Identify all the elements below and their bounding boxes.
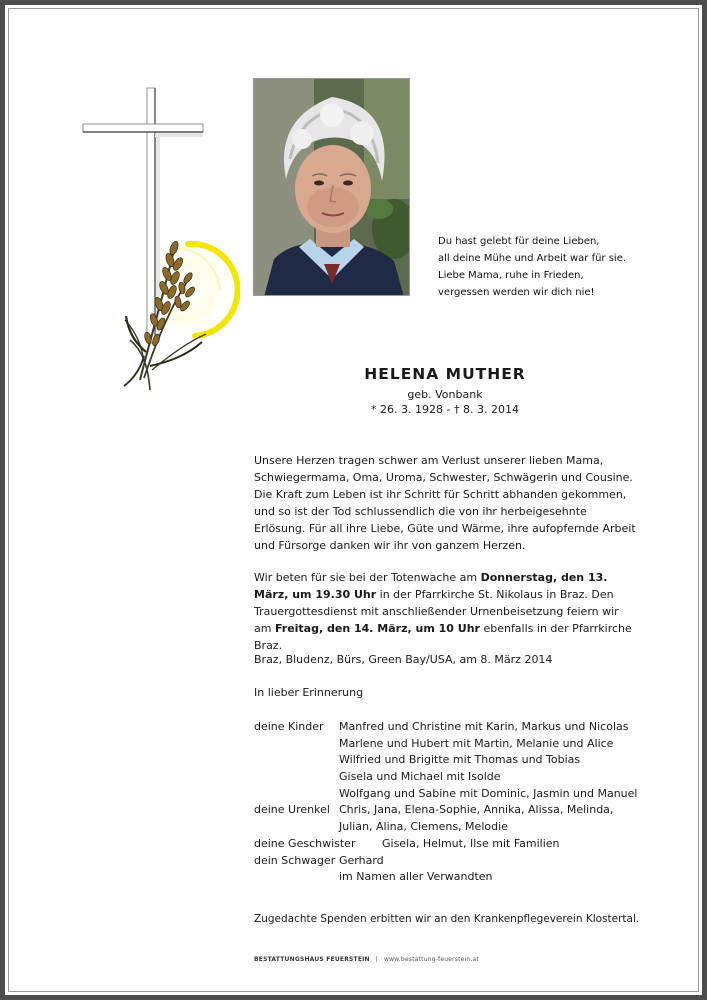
family-label: dein Schwager xyxy=(254,853,336,867)
service-paragraph xyxy=(254,569,639,654)
poem-line: Du hast gelebt für deine Lieben, xyxy=(438,236,600,247)
family-row xyxy=(254,802,654,819)
poem-line: vergessen werden wir dich nie! xyxy=(438,287,595,298)
family-row xyxy=(254,752,654,769)
life-dates: * 26. 3. 1928 - † 8. 3. 2014 xyxy=(371,403,519,416)
family-row xyxy=(254,819,654,836)
family-members: Wilfried und Brigitte mit Thomas und Tobias xyxy=(339,753,581,767)
poem-line: Liebe Mama, ruhe in Frieden, xyxy=(438,270,584,281)
family-row xyxy=(254,853,654,870)
family-members: Marlene und Hubert mit Martin, Melanie und Alice xyxy=(339,736,614,750)
family-list xyxy=(254,719,654,886)
maiden-name: geb. Vonbank xyxy=(407,388,483,401)
portrait-photo xyxy=(253,78,410,296)
family-members: Chris, Jana, Elena-Sophie, Annika, Alissa, Melinda, xyxy=(339,803,614,817)
cross-wheat-emblem xyxy=(70,80,240,400)
service-text: in der Pfarrkirche St. Nikolaus in Braz. Den Trauergottesdienst mit anschließender Urnenbeisetzung feiern wir am xyxy=(254,588,619,635)
family-row xyxy=(254,836,654,853)
deceased-name: HELENA MUTHER xyxy=(364,365,526,383)
family-members: Manfred und Christine mit Karin, Markus und Nicolas xyxy=(339,720,629,733)
family-label: deine Urenkel xyxy=(254,803,330,817)
family-members: Wolfgang und Sabine mit Dominic, Jasmin und Manuel xyxy=(339,786,638,800)
service-text: ebenfalls in der Pfarrkirche Braz. xyxy=(254,622,632,652)
family-members: Gerhard xyxy=(339,853,384,867)
in-memory-line: In lieber Erinnerung xyxy=(254,686,364,699)
message-paragraph: Unsere Herzen tragen schwer am Verlust unserer lieben Mama, Schwiegermama, Oma, Uroma, Schwester, Schwägerin und Cousine. Die Kraft zum Leben ist ihr Schritt für Schritt abhanden gekommen, und so ist der Tod schlussendlich die von ihr herbeigesehnte Erlösung. Für all ihre Liebe, Güte und Wärme, ihre aufopfernde Arbeit und Fürsorge danken wir ihr von ganzem Herzen. xyxy=(254,454,636,552)
place-date: Braz, Bludenz, Bürs, Green Bay/USA, am 8. März 2014 xyxy=(254,653,553,666)
family-label: deine Kinder xyxy=(254,720,324,733)
poem xyxy=(438,233,626,301)
family-members: Julian, Alina, Clemens, Melodie xyxy=(339,820,508,834)
family-row xyxy=(254,736,654,753)
funeral-home-url: www.bestattung-feuerstein.at xyxy=(384,956,479,963)
family-row xyxy=(254,769,654,786)
footer xyxy=(254,956,479,963)
service-text: Wir beten für sie bei der Totenwache am xyxy=(254,571,481,584)
footer-separator: | xyxy=(375,956,379,963)
family-members: Gisela, Helmut, Ilse mit Familien xyxy=(382,836,560,850)
wake-date: Donnerstag, den 13. März, um 19.30 Uhr xyxy=(254,571,608,601)
donation-note: Zugedachte Spenden erbitten wir an den Krankenpflegeverein Klostertal. xyxy=(254,913,640,925)
funeral-date: Freitag, den 14. März, um 10 Uhr xyxy=(274,622,480,635)
family-row xyxy=(254,869,654,886)
poem-line: all deine Mühe und Arbeit war für sie. xyxy=(438,253,627,264)
funeral-home-name: BESTATTUNGSHAUS FEUERSTEIN xyxy=(254,956,370,963)
family-row xyxy=(254,786,654,803)
family-members: Gisela und Michael mit Isolde xyxy=(339,770,501,784)
family-members: im Namen aller Verwandten xyxy=(339,870,493,884)
family-row xyxy=(254,719,654,736)
family-label: deine Geschwister xyxy=(254,836,356,850)
